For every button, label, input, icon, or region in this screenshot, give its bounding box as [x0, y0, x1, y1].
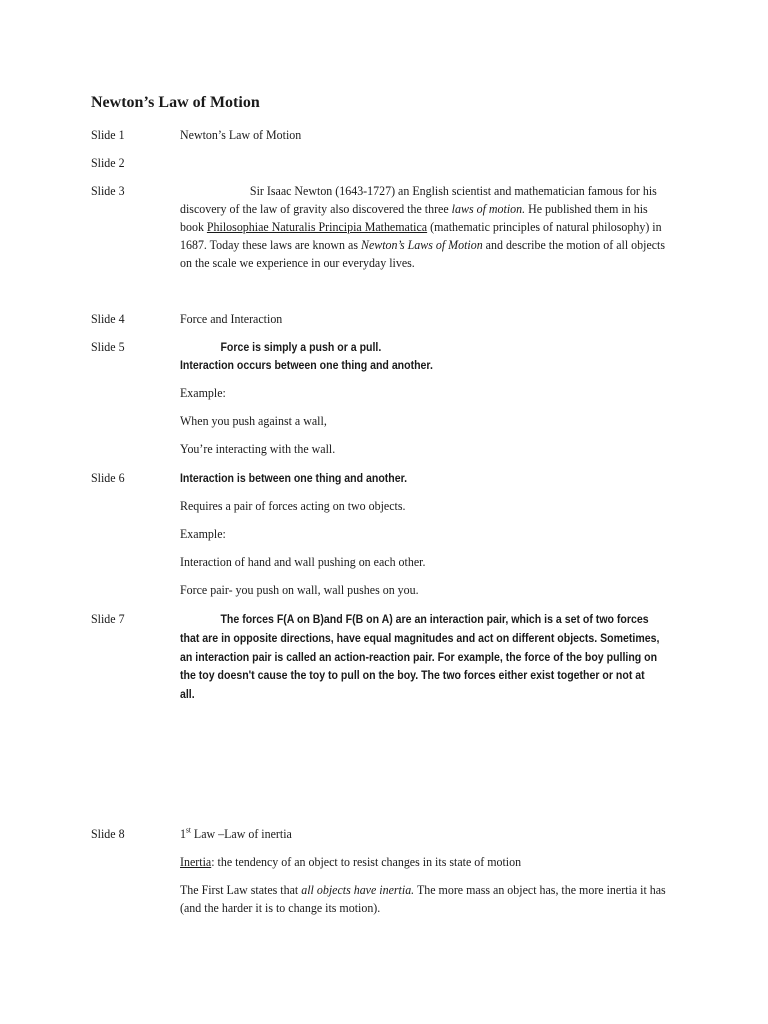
slide-8-first-law-a: The First Law states that [180, 882, 302, 897]
slide-3-italic-laws: laws of motion. [451, 201, 526, 216]
slide-6-line-1: Interaction is between one thing and another. [180, 471, 408, 485]
slide-6-label: Slide 6 [91, 470, 125, 485]
slide-5-line-3: Example: [180, 385, 226, 400]
slide-6-line-4: Interaction of hand and wall pushing on each other. [180, 554, 426, 569]
slide-6-line-2: Requires a pair of forces acting on two objects. [180, 498, 406, 513]
slide-1-text: Newton’s Law of Motion [180, 127, 302, 142]
slide-5-label: Slide 5 [91, 339, 125, 354]
slide-7-text: The forces F(A on B)and F(B on A) are an interaction pair, which is a set of two forces that are in opposite directions, have equal magnitudes and act on different objects. Sometimes, an interaction pair is called an action-reaction pair. For example, the force of the boy pulling on the toy doesn't cause the toy to pull on the boy. The two forces either exist together or not at all. [180, 612, 660, 702]
slide-3-text-1: Sir Isaac Newton (1643-1727) an English scientist and mathematician famous for his discovery of the law of gravity also discovered the three [180, 183, 657, 216]
slide-1-label: Slide 1 [91, 127, 125, 142]
slide-8-heading-num: 1 [180, 826, 186, 841]
slide-3-text-2: He published them in his book [180, 201, 648, 234]
slide-6-line-5: Force pair- you push on wall, wall pushes on you. [180, 582, 419, 597]
slide-8-first-law [180, 881, 668, 917]
slide-8-label: Slide 8 [91, 826, 125, 841]
slide-4-text: Force and Interaction [180, 311, 283, 326]
slide-8-heading-sup: st [185, 825, 191, 835]
document-title: Newton’s Law of Motion [91, 94, 260, 111]
slide-3-book-title: Philosophiae Naturalis Principia Mathematica [206, 219, 428, 234]
slide-2-label: Slide 2 [91, 155, 125, 170]
slide-8-heading-rest: Law –Law of inertia [190, 826, 292, 841]
slide-4-label: Slide 4 [91, 311, 125, 326]
slide-5-line-4: When you push against a wall, [180, 413, 327, 428]
slide-8-first-law-italic: all objects have inertia. [301, 882, 415, 897]
slide-8-first-law-b: The more mass an object has, the more inertia it has (and the harder it is to change its motion). [180, 882, 666, 915]
slide-8-inertia-def: : the tendency of an object to resist changes in its state of motion [211, 854, 522, 869]
slide-3-text-4: and describe the motion of all objects on the scale we experience in our everyday lives. [180, 237, 666, 270]
slide-8-inertia-term: Inertia [180, 854, 212, 869]
slide-7-paragraph [180, 610, 662, 704]
slide-3-paragraph [180, 182, 668, 272]
slide-5-line-5: You’re interacting with the wall. [180, 441, 336, 456]
slide-3-italic-newtons-laws: Newton’s Laws of Motion [360, 237, 483, 252]
slide-7-label: Slide 7 [91, 611, 125, 626]
slide-3-text-3: (mathematic principles of natural philosophy) in 1687. Today these laws are known as [180, 219, 662, 252]
slide-6-line-3: Example: [180, 526, 226, 541]
slide-3-label: Slide 3 [91, 183, 125, 198]
slide-8-heading [180, 825, 673, 843]
slide-8-inertia-definition [180, 853, 673, 871]
slide-5-line-2: Interaction occurs between one thing and another. [180, 358, 433, 372]
slide-5-line-1: Force is simply a push or a pull. [220, 340, 382, 354]
